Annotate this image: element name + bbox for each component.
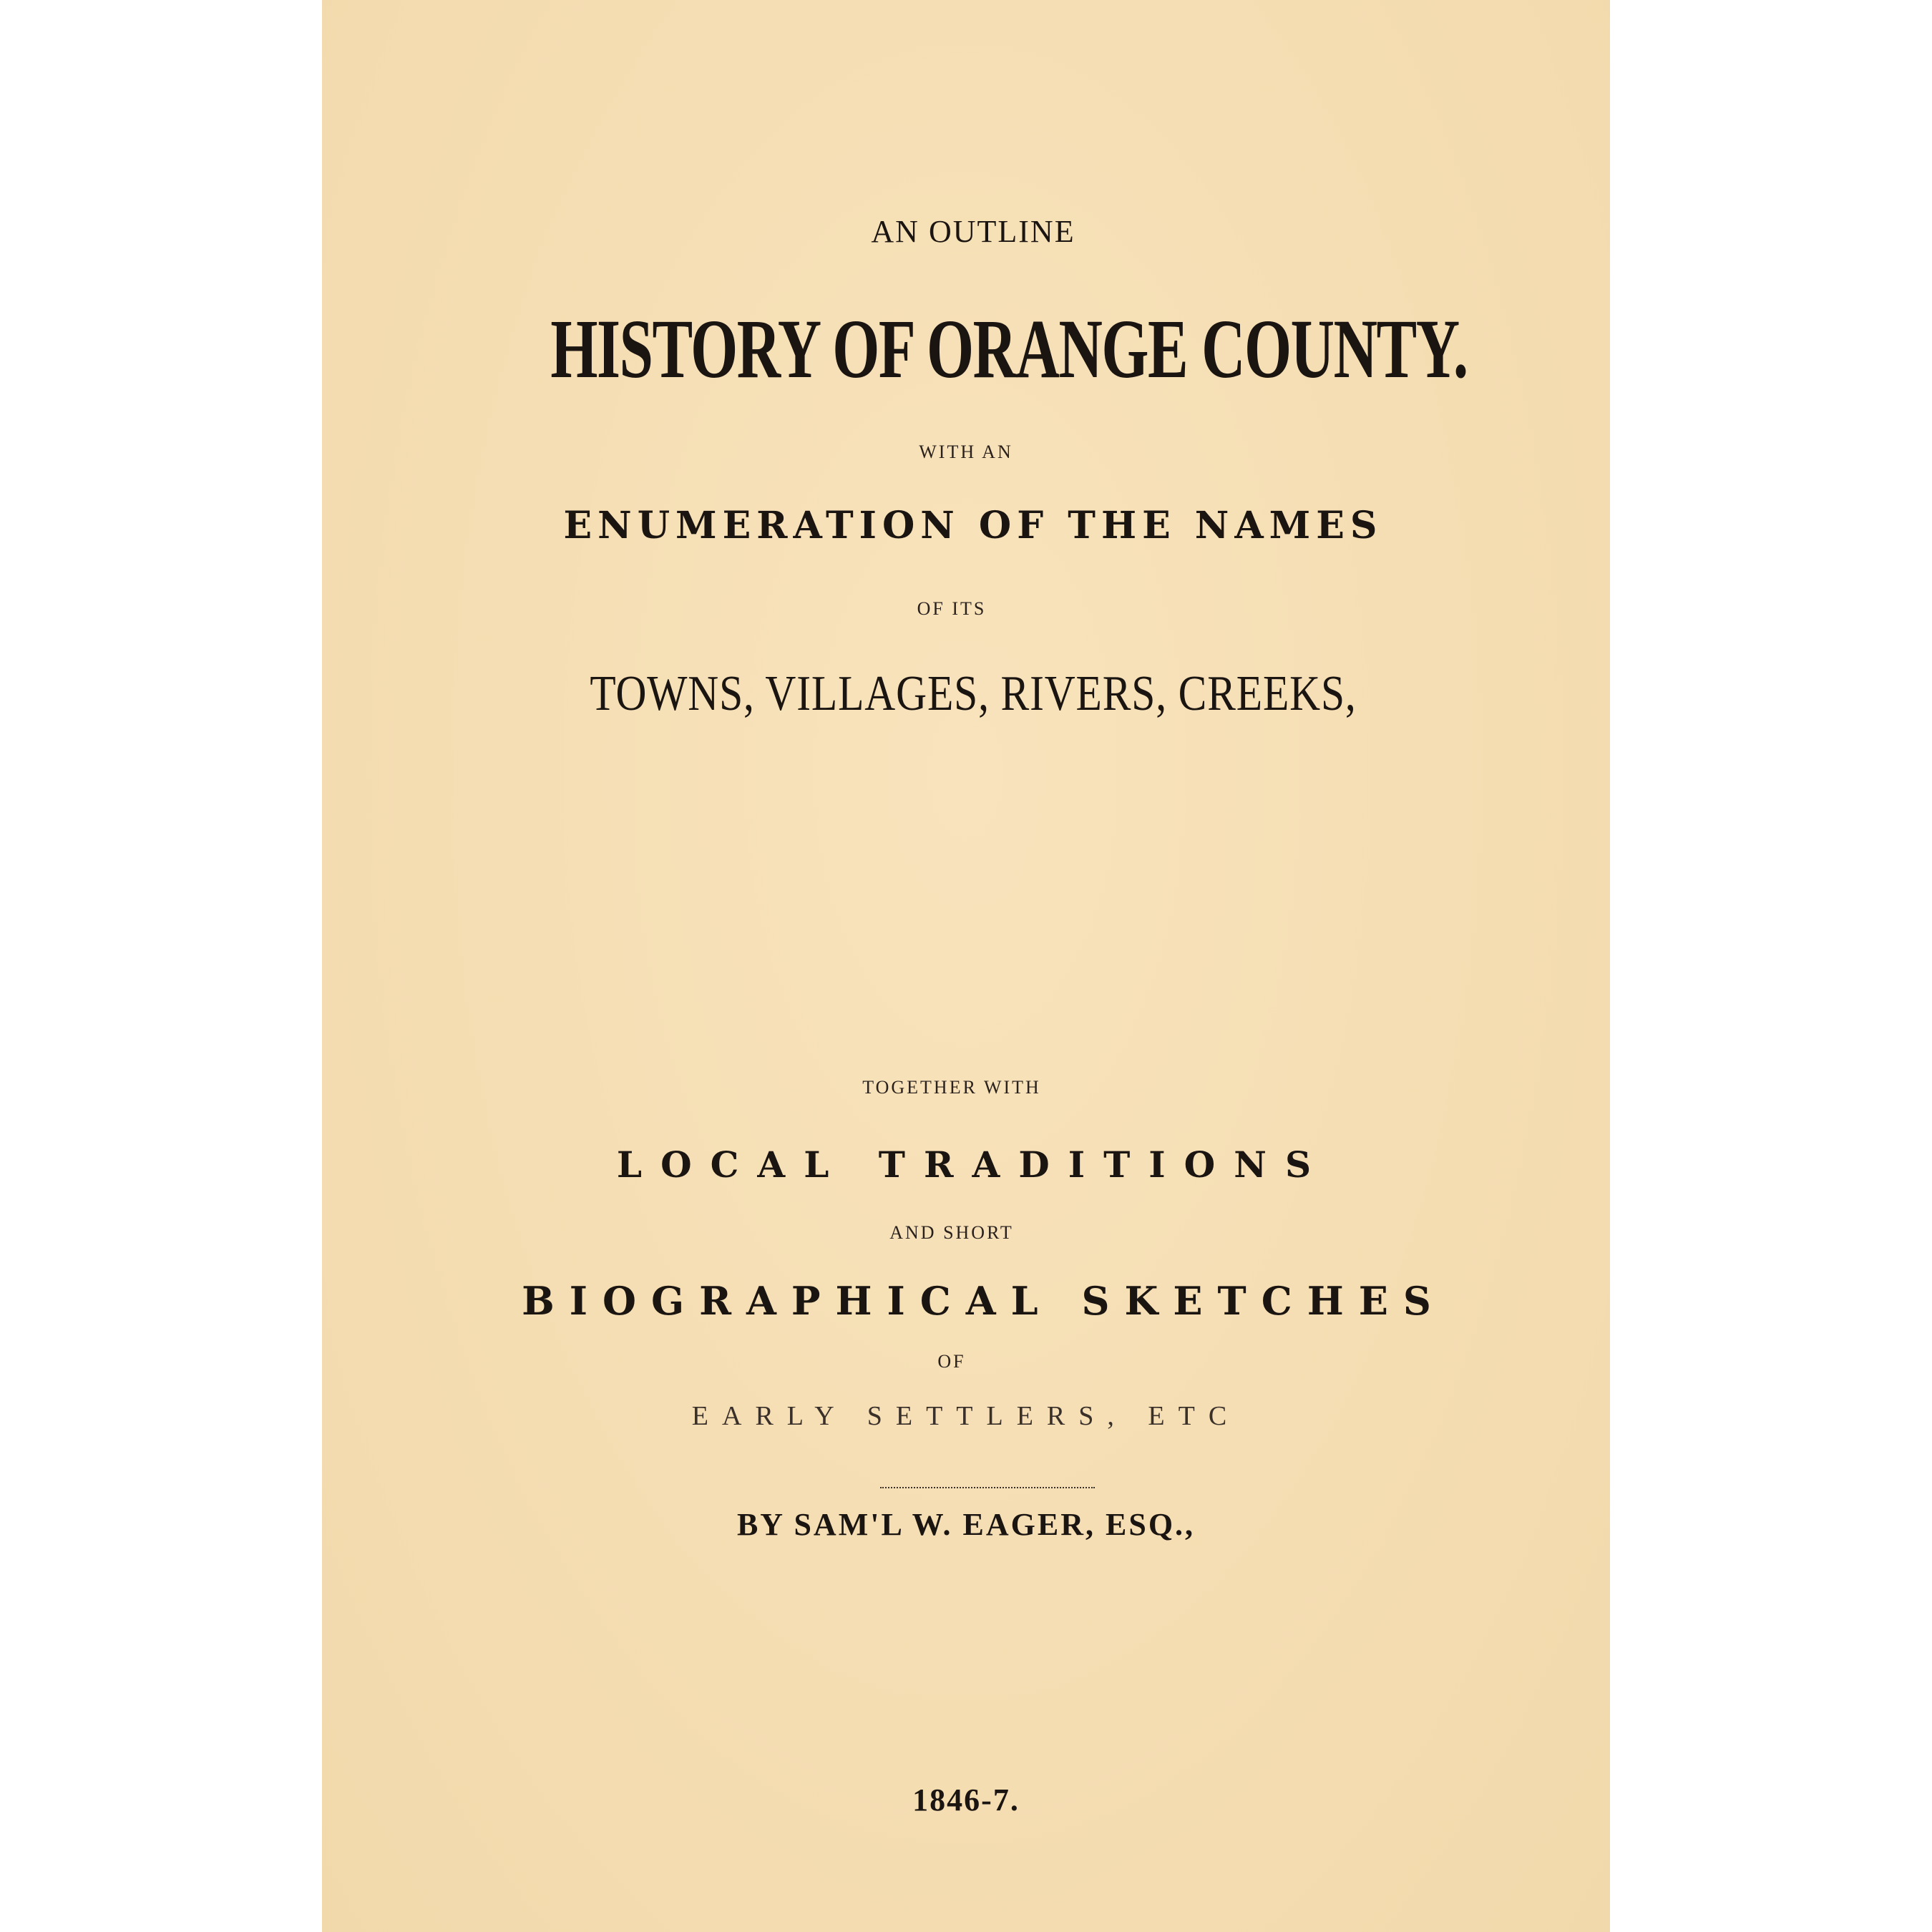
subtitle-towns: TOWNS, VILLAGES, RIVERS, CREEKS, — [590, 666, 1357, 721]
subtitle-early-settlers: EARLY SETTLERS, ETC — [691, 1401, 1241, 1431]
subtitle-biographical-sketches: BIOGRAPHICAL SKETCHES — [522, 1278, 1446, 1324]
connector-and-short: AND SHORT — [889, 1222, 1014, 1243]
title-page — [322, 0, 1610, 1932]
subtitle-an-outline: AN OUTLINE — [871, 214, 1075, 249]
subtitle-local-traditions: LOCAL TRADITIONS — [616, 1143, 1330, 1186]
subtitle-enumeration: ENUMERATION OF THE NAMES — [563, 504, 1383, 547]
connector-of: OF — [937, 1351, 966, 1372]
connector-with-an: WITH AN — [919, 441, 1013, 462]
publication-date: 1846-7. — [912, 1782, 1020, 1818]
connector-of-its: OF ITS — [917, 598, 987, 619]
divider-rule — [880, 1487, 1095, 1493]
page-title: HISTORY OF ORANGE COUNTY. — [550, 302, 1468, 396]
author-line: BY SAM'L W. EAGER, ESQ., — [736, 1507, 1196, 1542]
connector-together-with: TOGETHER WITH — [862, 1077, 1041, 1098]
